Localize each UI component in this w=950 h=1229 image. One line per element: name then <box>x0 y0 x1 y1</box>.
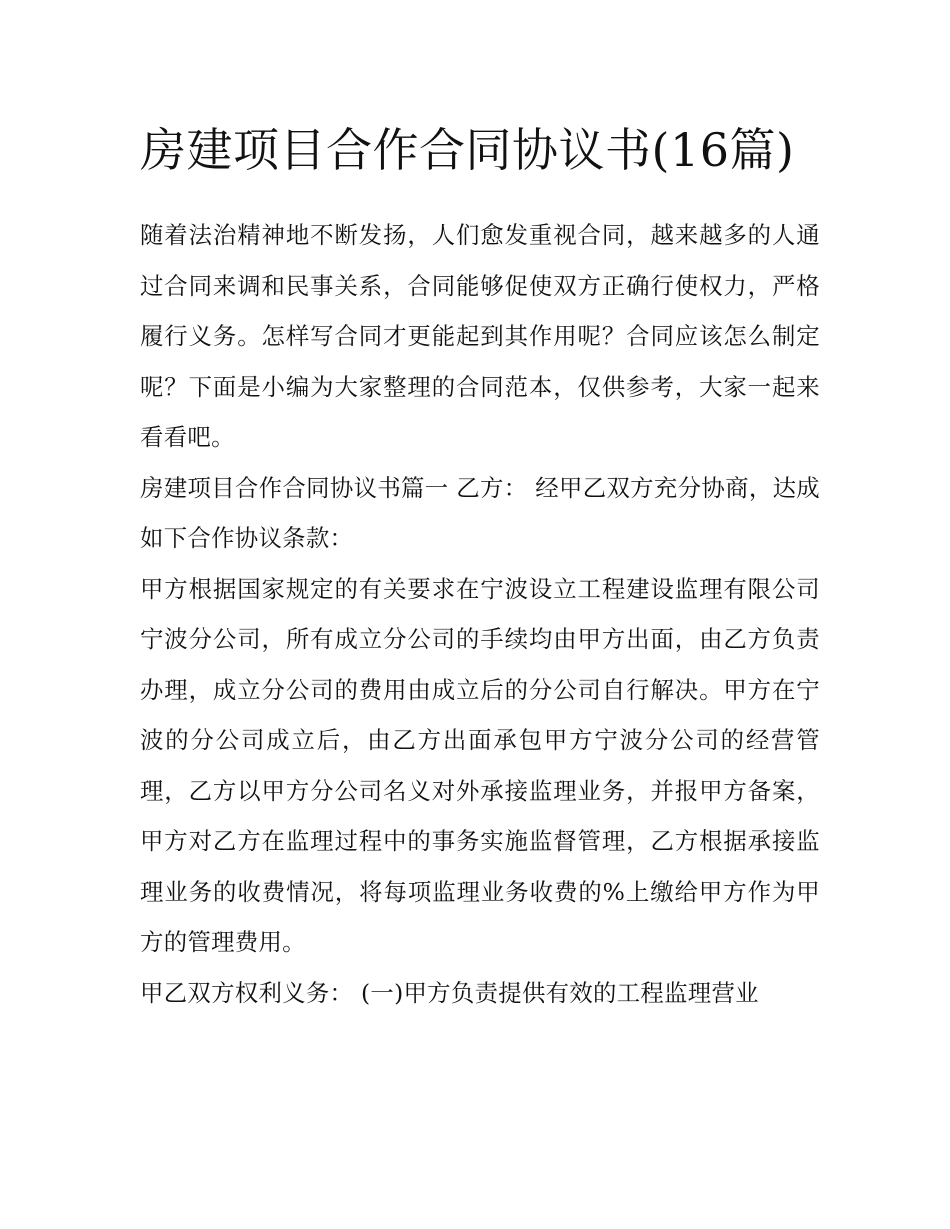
document-page <box>140 112 820 1018</box>
rights-obligations-paragraph: 甲乙双方权利义务： (一)甲方负责提供有效的工程监理营业 <box>140 978 759 1007</box>
document-body <box>140 210 820 1018</box>
document-title: 房建项目合作合同协议书(16篇) <box>140 123 795 177</box>
branch-company-paragraph: 甲方根据国家规定的有关要求在宁波设立工程建设监理有限公司宁波分公司，所有成立分公司的手续均由甲方出面，由乙方负责办理，成立分公司的费用由成立后的分公司自行解决。甲方在宁波的分公司成立后，由乙方出面承包甲方宁波分公司的经营管理，乙方以甲方分公司名义对外承接监理业务，并报甲方备案，甲方对乙方在监理过程中的事务实施监督管理，乙方根据承接监理业务的收费情况，将每项监理业务收费的%上缴给甲方作为甲方的管理费用。 <box>140 574 820 956</box>
intro-paragraph: 随着法治精神地不断发扬，人们愈发重视合同，越来越多的人通过合同来调和民事关系，合同能够促使双方正确行使权力，严格履行义务。怎样写合同才更能起到其作用呢？合同应该怎么制定呢？下面是小编为大家整理的合同范本，仅供参考，大家一起来看看吧。 <box>140 221 820 451</box>
section-one-heading-paragraph: 房建项目合作合同协议书篇一 乙方： 经甲乙双方充分协商，达成如下合作协议条款： <box>140 473 820 552</box>
